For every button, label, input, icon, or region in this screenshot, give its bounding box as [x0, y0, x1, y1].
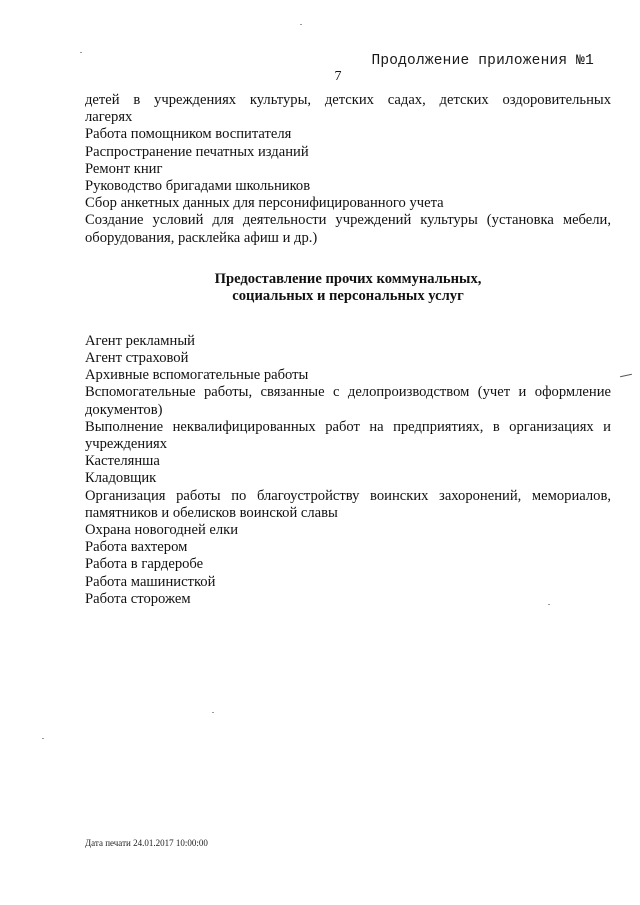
section-heading-line1: Предоставление прочих коммунальных,	[214, 270, 482, 287]
list-item: Сбор анкетных данных для персонифицированного учета	[85, 195, 444, 212]
list-item: Работа машинисткой	[85, 573, 216, 590]
scan-speck	[212, 712, 214, 713]
list-item: Архивные вспомогательные работы	[85, 367, 309, 384]
page-number: 7	[334, 69, 342, 84]
section-list	[85, 333, 611, 608]
section-heading	[85, 271, 611, 306]
list-item: Охрана новогодней елки	[85, 522, 239, 539]
list-item-wrap: документов)	[85, 401, 163, 418]
scan-speck	[42, 738, 44, 739]
list-item: Работа вахтером	[85, 539, 188, 556]
list-item: Выполнение неквалифицированных работ на предприятиях, в организациях и	[85, 418, 611, 435]
list-item-wrap: оборудования, расклейка афиш и др.)	[85, 229, 318, 246]
list-item: Кастелянша	[85, 453, 160, 470]
list-item: Кладовщик	[85, 470, 157, 487]
scan-speck	[548, 604, 550, 605]
list-item-continuation-end: лагерях	[85, 109, 133, 126]
list-item-continuation: детей в учреждениях культуры, детских садах, детских оздоровительных	[85, 92, 611, 108]
list-item: Руководство бригадами школьников	[85, 178, 311, 195]
scan-speck	[80, 52, 82, 53]
appendix-continuation-stamp: Продолжение приложения №1	[371, 53, 594, 69]
list-item: Организация работы по благоустройству воинских захоронений, мемориалов,	[85, 487, 611, 504]
list-item: Распространение печатных изданий	[85, 143, 309, 160]
section-heading-line2: социальных и персональных услуг	[232, 288, 464, 305]
margin-pen-mark	[620, 374, 632, 377]
document-body	[85, 92, 611, 608]
print-date: Дата печати 24.01.2017 10:00:00	[85, 838, 208, 848]
list-item-wrap: памятников и обелисков воинской славы	[85, 504, 338, 521]
list-item: Ремонт книг	[85, 160, 163, 177]
list-item-wrap: учреждениях	[85, 436, 168, 453]
list-item: Работа помощником воспитателя	[85, 126, 292, 143]
list-item: Агент страховой	[85, 350, 189, 367]
list-item: Вспомогательные работы, связанные с делопроизводством (учет и оформление	[85, 384, 611, 401]
list-item: Создание условий для деятельности учреждений культуры (установка мебели,	[85, 212, 611, 229]
list-item: Агент рекламный	[85, 332, 195, 349]
list-item: Работа в гардеробе	[85, 556, 204, 573]
scan-speck	[300, 24, 302, 25]
list-item: Работа сторожем	[85, 590, 191, 607]
